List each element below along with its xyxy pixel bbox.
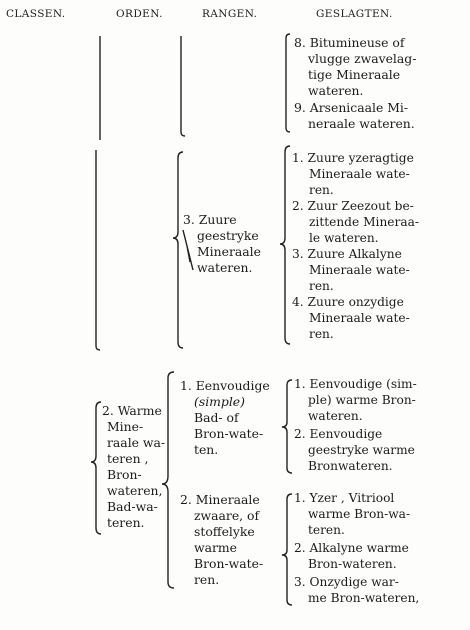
- orden-rule-mid: [96, 150, 100, 350]
- genus-bracket-top: [286, 34, 290, 132]
- rang-eenvoudige: 1. Eenvoudige (simple) Bad- of Bron-wate- ten.: [180, 378, 270, 457]
- genus-warme-1-2: 2. Eenvoudige geestryke warme Bronwateren.: [294, 427, 415, 473]
- genus-brace-rang1: [282, 380, 292, 473]
- header-geslagten: GESLAGTEN.: [316, 8, 393, 20]
- genus-zuure-2: 2. Zuur Zeezout be- zittende Mineraa- le wateren.: [292, 199, 419, 245]
- genus-warme-1-1: 1. Eenvoudige (sim- ple) warme Bron- wateren.: [294, 377, 417, 423]
- genus-warme-2-1: 1. Yzer , Vitriool warme Bron-wa- teren.: [294, 491, 411, 537]
- rangen-rule-top: [181, 36, 185, 136]
- genus-zuure-1: 1. Zuure yzeragtige Mineraale wate- ren.: [292, 151, 414, 197]
- genus-warme-2-2: 2. Alkalyne warme Bron-wateren.: [294, 541, 409, 571]
- genus-brace-zuure: [280, 146, 290, 344]
- rang-mineraale-zwaare: 2. Mineraale zwaare, of stoffelyke warme Bron-wate- ren.: [180, 492, 264, 587]
- rang-brace-zuure: [173, 152, 183, 348]
- genus-brace-rang2: [282, 494, 292, 605]
- orde-warme: 2. Warme Mine- raale wa- teren , Bron- wateren, Bad-wa- teren.: [102, 403, 166, 530]
- genus-warme-2-3: 3. Onzydige war- me Bron-wateren,: [294, 575, 420, 605]
- genus-8: 8. Bitumineuse of vlugge zwavelag- tige Mineraale wateren.: [294, 35, 417, 98]
- header-classen: CLASSEN.: [6, 8, 66, 20]
- header-rangen: RANGEN.: [202, 8, 258, 20]
- orden-brace-warme: [91, 402, 101, 534]
- header-orden: ORDEN.: [116, 8, 163, 20]
- genus-zuure-3: 3. Zuure Alkalyne Mineraale wate- ren.: [292, 247, 410, 293]
- genus-9: 9. Arsenicaale Mi- neraale wateren.: [294, 100, 415, 131]
- genus-zuure-4: 4. Zuure onzydige Mineraale wate- ren.: [292, 295, 410, 341]
- rang-zuure-geestryke: 3. Zuure geestryke Mineraale wateren.: [183, 212, 261, 275]
